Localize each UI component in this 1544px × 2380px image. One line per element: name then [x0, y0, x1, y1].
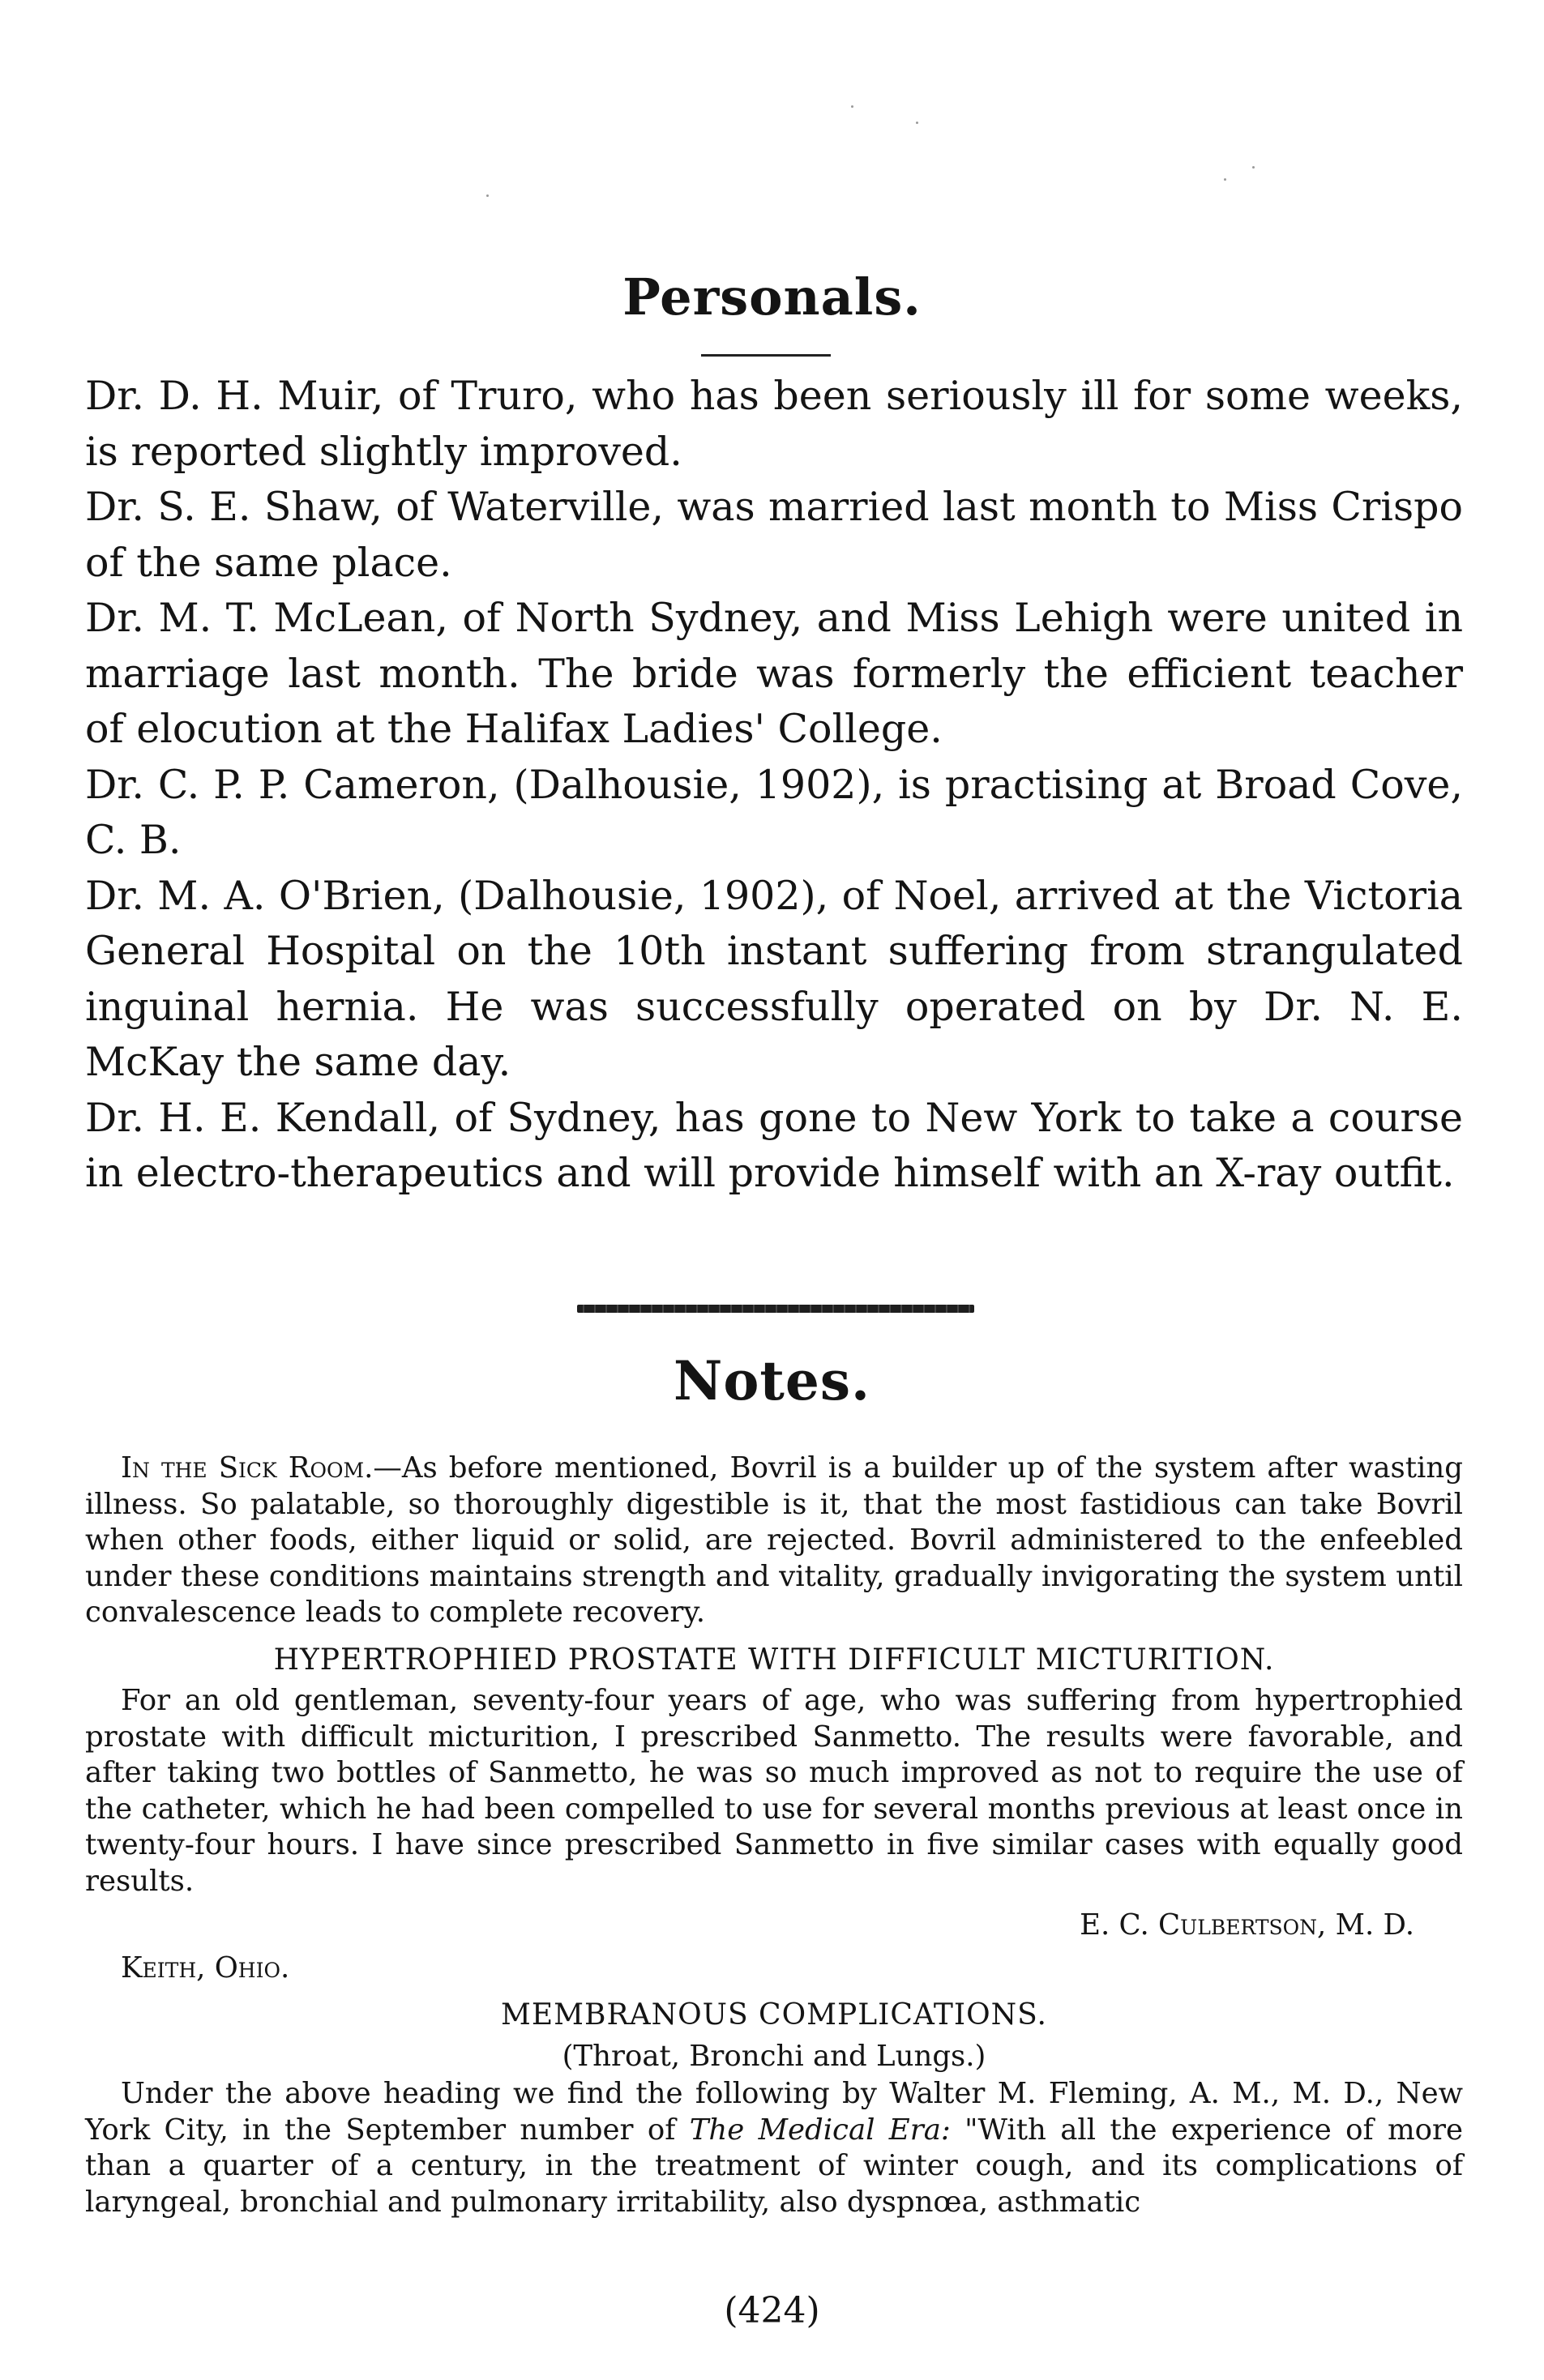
membranous-body [85, 2076, 1463, 2220]
notes-section [85, 1451, 1463, 2220]
prostate-place: Keith, Ohio. [121, 1951, 290, 1985]
page-number: (424) [724, 2290, 820, 2331]
prostate-signature: E. C. Culbertson, M. D. [1080, 1908, 1414, 1942]
scan-speck [1252, 166, 1255, 169]
personal-item: Dr. D. H. Muir, of Truro, who has been seriously ill for some weeks, is reported slightly improved. [85, 373, 1463, 475]
prostate-title: HYPERTROPHIED PROSTATE WITH DIFFICULT MICTURITION. [273, 1643, 1275, 1677]
personal-item: Dr. M. A. O'Brien, (Dalhousie, 1902), of Noel, arrived at the Victoria General Hospital on the 10th instant suffering from strangulated inguinal hernia. He was successfully operated on by Dr. N. E. McKay the same day. [85, 872, 1463, 1085]
ornamental-divider [577, 1305, 974, 1313]
personal-item: Dr. C. P. P. Cameron, (Dalhousie, 1902), is practising at Broad Cove, C. B. [85, 761, 1463, 863]
personal-item: Dr. H. E. Kendall, of Sydney, has gone to New York to take a course in electro-therapeutics and will provide himself with an X-ray outfit. [85, 1094, 1463, 1196]
heading-rule [701, 354, 831, 357]
sick-room-lead: In the Sick Room. [121, 1451, 374, 1485]
personal-item: Dr. M. T. McLean, of North Sydney, and Miss Lehigh were united in marriage last month. The bride was formerly the efficient teacher of elocution at the Halifax Ladies' College. [85, 595, 1463, 752]
notes-heading: Notes. [674, 1349, 870, 1412]
scan-speck [916, 122, 918, 124]
membranous-title: MEMBRANOUS COMPLICATIONS. [501, 1998, 1047, 2032]
prostate-body: For an old gentleman, seventy-four years of age, who was suffering from hypertrophied prostate with difficult micturition, I prescribed Sanmetto. The results were favorable, and after taking two bottles of Sanmetto, he was so much improved as not to require the use of the catheter, which he had been compelled to use for several months previous at least once in twenty-four hours. I have since prescribed Sanmetto in five similar cases with equally good results. [85, 1684, 1463, 1898]
journal-title: The Medical Era: [689, 2113, 951, 2147]
sick-room-body: —As before mentioned, Bovril is a builder up of the system after wasting illness. So palatable, so thoroughly digestible is it, that the most fastidious can take Bovril when other foods, either liquid or solid, are rejected. Bovril administered to the enfeebled under these conditions maintains strength and vitality, gradually invigorating the system until convalescence leads to complete recovery. [85, 1451, 1463, 1629]
scan-speck [1224, 178, 1226, 181]
scan-speck [851, 105, 853, 108]
membranous-body-end: "With all the experience of more than a quarter of a century, in the treatment of winter cough, and its complications of laryngeal, bronchial and pulmonary irritability, also dyspnœa, asthmatic [85, 2113, 1463, 2219]
personals-heading: Personals. [622, 267, 922, 327]
scan-speck [486, 194, 489, 197]
membranous-body-start: Under the above heading we find the following by Walter M. Fleming, A. M., M. D., New York City, in the September number of [85, 2077, 1463, 2147]
sick-room-paragraph [85, 1451, 1463, 1631]
personals-section [85, 369, 1463, 1202]
personal-item: Dr. S. E. Shaw, of Waterville, was married last month to Miss Crispo of the same place. [85, 484, 1463, 586]
membranous-subtitle: (Throat, Bronchi and Lungs.) [562, 2039, 986, 2073]
